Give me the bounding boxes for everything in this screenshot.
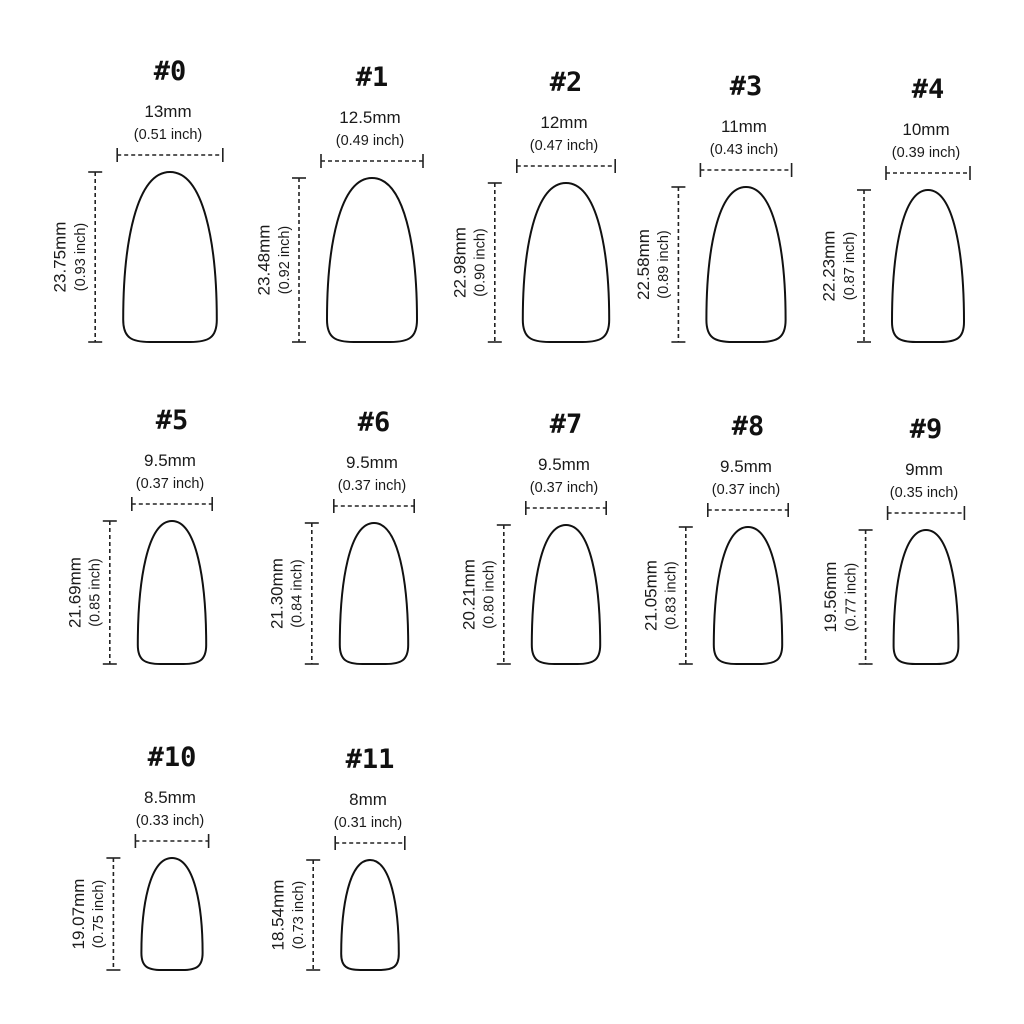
width-inch-label: (0.37 inch): [135, 476, 205, 492]
nail-size-8: [641, 411, 788, 664]
width-mm-label: 10mm: [902, 120, 950, 139]
size-label: #4: [911, 74, 945, 105]
size-label: #8: [731, 411, 765, 442]
nail-outline: [892, 190, 964, 342]
height-inch-label: (0.93 inch): [73, 222, 90, 292]
width-inch-label: (0.33 inch): [135, 813, 205, 829]
size-label: #2: [549, 67, 583, 98]
width-mm-label: 8mm: [349, 790, 387, 809]
nail-outline: [532, 525, 600, 664]
nail-size-6: [267, 407, 414, 664]
height-inch-label: (0.85 inch): [87, 558, 104, 627]
size-label: #11: [345, 744, 395, 775]
size-label: #5: [155, 405, 189, 436]
size-label: #0: [153, 56, 187, 87]
size-label: #7: [549, 409, 583, 440]
nail-size-5: [65, 405, 212, 664]
nail-size-3: [634, 71, 792, 342]
nail-size-9: [821, 414, 964, 664]
width-inch-label: (0.35 inch): [889, 485, 959, 501]
height-inch-label: (0.83 inch): [663, 561, 680, 630]
height-inch-label: (0.87 inch): [841, 231, 858, 301]
height-mm-label: 22.58mm: [633, 229, 653, 300]
width-mm-label: 9.5mm: [346, 453, 398, 472]
width-inch-label: (0.51 inch): [133, 127, 203, 143]
height-inch-label: (0.84 inch): [289, 559, 306, 628]
nail-outline: [714, 527, 782, 664]
height-mm-label: 22.98mm: [450, 227, 470, 298]
width-inch-label: (0.47 inch): [529, 138, 599, 154]
width-inch-label: (0.37 inch): [711, 482, 781, 498]
size-label: #6: [357, 407, 391, 438]
width-inch-label: (0.31 inch): [333, 815, 403, 831]
width-inch-label: (0.49 inch): [335, 133, 405, 149]
width-mm-label: 9.5mm: [144, 451, 196, 470]
width-inch-label: (0.43 inch): [709, 142, 779, 158]
height-mm-label: 18.54mm: [268, 879, 288, 951]
height-mm-label: 19.56mm: [821, 561, 841, 633]
width-mm-label: 13mm: [144, 102, 192, 121]
height-mm-label: 21.30mm: [267, 558, 287, 629]
height-inch-label: (0.75 inch): [91, 879, 108, 949]
height-mm-label: 19.07mm: [68, 878, 88, 950]
height-inch-label: (0.92 inch): [276, 225, 293, 295]
height-mm-label: 22.23mm: [819, 230, 839, 302]
nail-outline: [340, 523, 408, 664]
height-inch-label: (0.77 inch): [843, 562, 860, 632]
nail-outline: [523, 183, 609, 342]
size-label: #9: [909, 414, 943, 445]
width-mm-label: 9.5mm: [538, 455, 590, 474]
width-mm-label: 12mm: [540, 113, 588, 132]
nail-outline: [341, 860, 399, 970]
nail-size-11: [269, 744, 405, 970]
width-mm-label: 12.5mm: [339, 108, 401, 127]
nail-outline: [706, 187, 785, 342]
nail-outline: [141, 858, 202, 970]
height-inch-label: (0.90 inch): [472, 228, 489, 297]
nail-outline: [138, 521, 206, 664]
size-label: #3: [729, 71, 763, 102]
height-inch-label: (0.73 inch): [291, 880, 308, 950]
height-inch-label: (0.89 inch): [656, 230, 673, 299]
height-mm-label: 20.21mm: [459, 559, 479, 630]
nail-size-10: [69, 742, 209, 970]
width-inch-label: (0.39 inch): [891, 145, 961, 161]
width-inch-label: (0.37 inch): [337, 478, 407, 494]
size-label: #10: [147, 742, 197, 773]
nail-size-1: [254, 62, 423, 342]
nail-outline: [894, 530, 959, 664]
width-mm-label: 9mm: [905, 460, 943, 479]
nail-size-0: [51, 56, 223, 342]
height-mm-label: 21.05mm: [641, 560, 661, 631]
height-mm-label: 21.69mm: [65, 557, 85, 628]
height-inch-label: (0.80 inch): [481, 560, 498, 629]
height-mm-label: 23.75mm: [50, 221, 70, 293]
nail-outline: [327, 178, 417, 342]
size-label: #1: [355, 62, 389, 93]
width-mm-label: 9.5mm: [720, 457, 772, 476]
nail-size-2: [450, 67, 615, 342]
height-mm-label: 23.48mm: [254, 224, 274, 296]
width-mm-label: 8.5mm: [144, 788, 196, 807]
width-inch-label: (0.37 inch): [529, 480, 599, 496]
nail-size-4: [819, 74, 970, 342]
nail-size-7: [459, 409, 606, 664]
nail-outline: [123, 172, 217, 342]
width-mm-label: 11mm: [721, 117, 767, 136]
